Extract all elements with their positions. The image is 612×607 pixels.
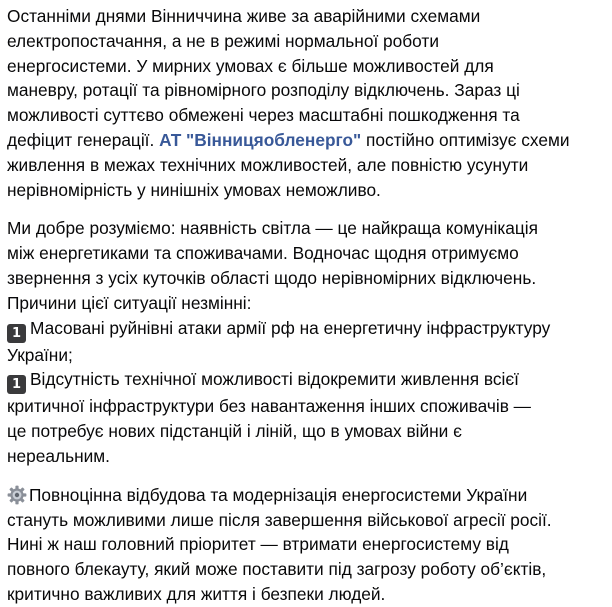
list-item-text: Масовані руйнівні атаки армії рф на енергетичну інфраструктуру	[30, 317, 551, 338]
list-item	[7, 316, 604, 343]
list-item-text: критичної інфраструктури без навантаження інших споживачів —	[7, 396, 531, 417]
text-line: нерівномірність у нинішніх умовах неможливо.	[7, 179, 381, 200]
text-segment: Повноцінна відбудова та модернізація енергосистеми України	[29, 484, 528, 505]
text-line: стануть можливими лише після завершення військової агресії росії.	[7, 509, 552, 530]
text-line: звернення з усіх куточків області щодо нерівномірних відключень.	[7, 267, 537, 288]
text-line: Нині ж наш головний пріоритет — втримати енергосистему від	[7, 534, 509, 555]
mention-link[interactable]: АТ "Вінницяобленерго"	[159, 129, 362, 150]
text-line-with-icon	[7, 483, 604, 508]
list-item-text: нереальним.	[7, 445, 110, 466]
list-item-text: Відсутність технічної можливості відокремити живлення всієї	[30, 369, 519, 390]
text-line: живлення в межах технічних можливостей, але повністю усунути	[7, 154, 529, 175]
list-item	[7, 367, 604, 394]
text-line: електропостачання, а не в режимі нормальної роботи	[7, 30, 439, 51]
text-line-with-mention	[7, 128, 604, 153]
text-line: критично важливих для життя і безпеки людей.	[7, 583, 386, 604]
keycap-one-icon: 1	[7, 375, 26, 394]
text-line: маневру, ротації та рівномірного розподілу відключень. Зараз ці	[7, 80, 520, 101]
keycap-one-icon: 1	[7, 324, 26, 343]
list-item-text: це потребує нових підстанцій і ліній, що в умовах війни є	[7, 421, 462, 442]
text-segment: дефіцит генерації.	[7, 129, 160, 150]
paragraph-3	[7, 483, 604, 607]
text-line: можливості суттєво обмежені через масштабні пошкодження та	[7, 105, 520, 126]
text-line: між енергетиками та споживачами. Водночас щодня отримуємо	[7, 243, 519, 264]
text-line: енергосистеми. У мирних умовах є більше можливостей для	[7, 55, 494, 76]
gear-icon	[7, 485, 27, 505]
paragraph-2	[7, 216, 604, 468]
list-item-text: України;	[7, 344, 73, 365]
text-line: повного блекауту, який може поставити під загрозу роботу об’єктів,	[7, 559, 547, 580]
text-line: Ми добре розуміємо: наявність світла — це найкраща комунікація	[7, 218, 538, 239]
paragraph-1	[7, 4, 604, 202]
text-line: Причини цієї ситуації незмінні:	[7, 292, 252, 313]
text-line: Останніми днями Вінниччина живе за аварійними схемами	[7, 6, 481, 26]
text-segment: постійно оптимізує схеми	[361, 129, 570, 150]
